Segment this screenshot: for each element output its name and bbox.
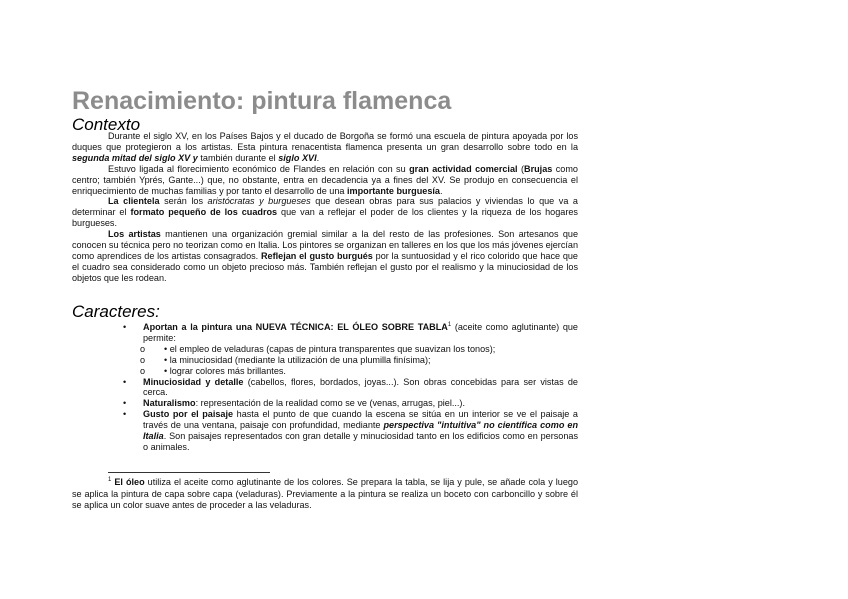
bold-text: Reflejan el gusto burgués: [260, 250, 373, 261]
text-run: que van a reflejar el poder de los clientes y la riqueza de los hogares burgueses.: [72, 207, 578, 229]
bold-text: Los artistas: [108, 229, 161, 240]
bold-text: Minuciosidad y detalle: [143, 376, 244, 387]
paragraph: [72, 196, 578, 229]
footnote: [72, 477, 578, 512]
text-run: . Son paisajes representados con gran detalle y minuciosidad tanto en los edificios como en personas o animales.: [143, 431, 578, 452]
bullet-icon: •: [123, 398, 127, 409]
circle-bullet-icon: o: [140, 365, 146, 376]
bold-text: gran actividad comercial: [409, 163, 518, 174]
footnote-marker: 1: [447, 321, 452, 328]
bold-italic-text: siglo XVI: [278, 152, 317, 163]
text-run: Durante el siglo XV, en los Países Bajos y el ducado de Borgoña se formó una escuela de pintura apoyada por los duques que protegieron a los artistas. Esta pintura renacentista flamenca presenta un gran desarrollo sobre todo en la: [72, 131, 578, 152]
list-item-text: [143, 377, 578, 399]
text-run: que desean obras para sus palacios y viviendas lo que va a determinar el: [72, 196, 578, 218]
circle-bullet-icon: o: [140, 343, 146, 354]
text-run: (: [517, 163, 525, 174]
bold-text: Naturalismo: [143, 398, 196, 409]
sub-list-item: [120, 355, 578, 366]
sub-list-item-text: • lograr colores más brillantes.: [164, 365, 286, 376]
footnote-text: [72, 477, 578, 512]
text-run: también durante el: [197, 152, 279, 163]
text-run: mantienen una organización gremial similar a la del resto de las profesiones. Son artesanos que conocen su técnica pero no teorizan como en Italia. Los pintores se organizan en talleres en los que los más jóvenes ejercían como aprendices de los artistas consagrados.: [72, 229, 579, 261]
text-run: Estuvo ligada al florecimiento económico de Flandes en relación con su: [108, 163, 410, 174]
list-item-text: [143, 398, 578, 409]
footnote-marker: 1: [108, 476, 112, 483]
list-item: [120, 377, 578, 399]
bullet-icon: •: [123, 409, 127, 420]
paragraph: [72, 164, 578, 197]
bold-text: Brujas: [524, 163, 553, 174]
footnote-separator: [108, 472, 270, 473]
text-run: hasta el punto de que cuando la escena se sitúa en un interior se ve el paisaje a través de una ventana, paisaje con profundidad, mediante: [143, 409, 578, 431]
bold-italic-text: perspectiva "intuitiva" no científica como en Italia: [143, 420, 578, 442]
text-run: utiliza el aceite como aglutinante de los colores. Se prepara la tabla, se lija y pule, se añade cola y luego se aplica la pintura de capa sobre capa (veladuras). Previamente a la pintura se realiza un boceto con carboncillo y sobre él se aplica un color suave antes de proceder a las veladuras.: [72, 477, 579, 511]
bold-text: formato pequeño de los cuadros: [130, 207, 278, 218]
bullet-icon: •: [123, 322, 127, 332]
text-run: (cabellos, flores, bordados, joyas...). Son obras concebidas para ser vistas de cerca.: [143, 376, 578, 398]
page-title: Renacimiento: pintura flamenca: [72, 87, 452, 115]
section-heading-caracteres: Caracteres:: [72, 302, 160, 321]
bold-text: La clientela: [108, 196, 160, 207]
text-run: como centro; también Yprés, Gante...) que, no obstante, entra en decadencia ya a fines del XV. Se produjo en consecuencia el enriquecimiento de muchas familias y por tanto el desarrollo de una: [72, 163, 578, 196]
bold-text: Aportan a la pintura una NUEVA TÉCNICA: EL ÓLEO SOBRE TABLA: [143, 322, 448, 332]
text-run: : representación de la realidad como se ve (venas, arrugas, piel...).: [195, 398, 465, 409]
bold-text: Gusto por el paisaje: [143, 409, 234, 420]
text-run: .: [439, 185, 443, 196]
text-run: por la suntuosidad y el rico colorido que hace que el cuadro sea considerado como un objeto precioso más. También reflejan el gusto por el realismo y la minuciosidad de los objetos que les rodean.: [72, 250, 578, 283]
paragraph: [72, 131, 578, 164]
list-item: [120, 398, 578, 409]
sub-list: [120, 344, 578, 377]
caracteres-list: [120, 322, 578, 453]
sub-list-item: [120, 366, 578, 377]
bold-text: importante burguesía: [346, 185, 440, 196]
italic-text: aristócratas y burgueses: [207, 196, 311, 207]
paragraph: [72, 229, 578, 284]
bold-text: El óleo: [114, 477, 145, 487]
list-item: [120, 322, 578, 344]
contexto-body: [72, 131, 578, 284]
bullet-icon: •: [123, 376, 127, 387]
sub-list-item: [120, 344, 578, 355]
sub-list-item-text: • el empleo de veladuras (capas de pintura transparentes que suavizan los tonos);: [164, 343, 496, 354]
text-run: (aceite como aglutinante) que permite:: [143, 322, 578, 343]
section-heading-contexto: Contexto: [72, 115, 141, 134]
text-run: serán los: [159, 196, 208, 207]
circle-bullet-icon: o: [140, 354, 146, 365]
sub-list-item-text: • la minuciosidad (mediante la utilización de una plumilla finísima);: [164, 354, 431, 365]
list-item-text: [143, 409, 578, 453]
list-item-text: [143, 322, 578, 344]
bold-italic-text: segunda mitad del siglo XV y: [72, 152, 198, 163]
list-item: [120, 409, 578, 453]
text-run: .: [316, 152, 320, 163]
